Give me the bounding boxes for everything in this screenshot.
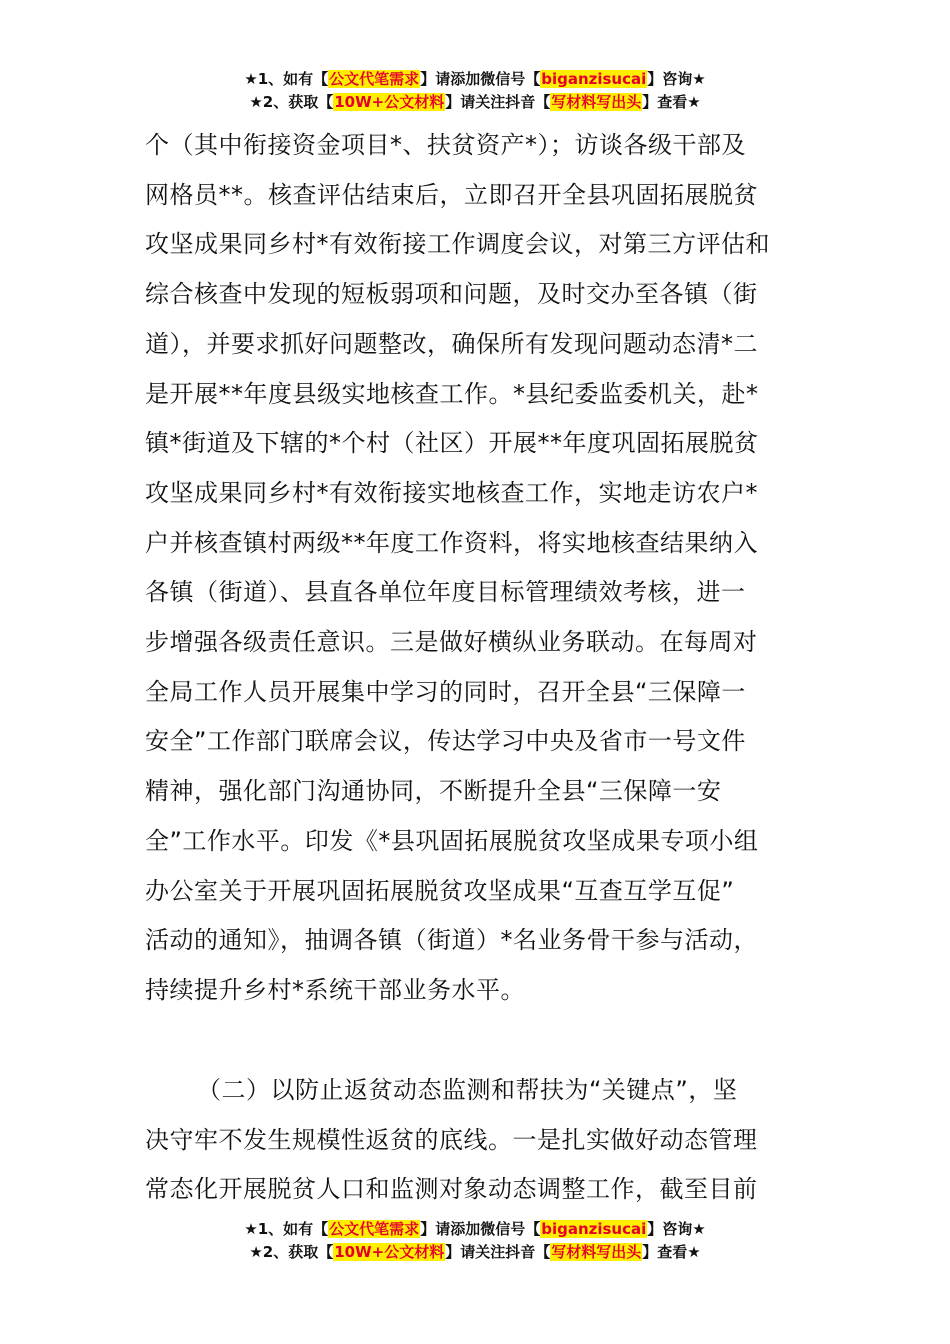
- header-banner: [0, 68, 950, 114]
- header-highlight-douyin: 写材料写出头: [551, 93, 642, 111]
- text-line: 个（其中衔接资金项目*、扶贫资产*）；访谈各级干部及: [145, 131, 746, 159]
- footer-line-2: [0, 1241, 950, 1264]
- text-line: 精神，强化部门沟通协同，不断提升全县“三保障一安: [145, 777, 722, 806]
- header-line-1-prefix: ★1、如有【: [244, 70, 329, 88]
- text-line: 活动的通知》，抽调各镇（街道）*名业务骨干参与活动，: [145, 926, 758, 955]
- footer-highlight-wechat-id: biganzisucai: [541, 1220, 647, 1238]
- header-line-2-middle: 】请关注抖音【: [445, 93, 551, 111]
- text-line: 决守牢不发生规模性返贫的底线。一是扎实做好动态管理: [145, 1125, 758, 1154]
- footer-banner: [0, 1218, 950, 1264]
- text-line: 全”工作水平。印发《*县巩固拓展脱贫攻坚成果专项小组: [145, 826, 759, 855]
- footer-line-1-middle: 】请添加微信号【: [420, 1220, 541, 1238]
- footer-highlight-ghostwriting: 公文代笔需求: [329, 1220, 420, 1238]
- text-line: 攻坚成果同乡村*有效衔接工作调度会议，对第三方评估和: [145, 230, 770, 259]
- text-line: 综合核查中发现的短板弱项和问题，及时交办至各镇（街: [145, 280, 758, 309]
- footer-line-1-prefix: ★1、如有【: [244, 1220, 329, 1238]
- header-line-2: [0, 91, 950, 114]
- header-highlight-wechat-id: biganzisucai: [541, 70, 647, 88]
- footer-line-1: [0, 1218, 950, 1241]
- text-line: 户并核查镇村两级**年度工作资料，将实地核查结果纳入: [145, 528, 758, 557]
- header-line-1: [0, 68, 950, 91]
- footer-highlight-materials: 10W+公文材料: [334, 1243, 445, 1261]
- header-line-2-suffix: 】查看★: [642, 93, 701, 111]
- header-line-2-prefix: ★2、获取【: [249, 93, 334, 111]
- text-line: 是开展**年度县级实地核查工作。*县纪委监委机关，赴*: [145, 379, 759, 408]
- text-line: 网格员**。核查评估结束后，立即召开全县巩固拓展脱贫: [145, 180, 758, 209]
- footer-highlight-douyin: 写材料写出头: [551, 1243, 642, 1261]
- text-line: 常态化开展脱贫人口和监测对象动态调整工作，截至目前: [145, 1175, 758, 1204]
- paragraph-1: [145, 121, 809, 1016]
- text-line: 步增强各级责任意识。三是做好横纵业务联动。在每周对: [145, 628, 758, 657]
- paragraph-2: [145, 1066, 809, 1215]
- text-line: 持续提升乡村*系统干部业务水平。: [145, 975, 525, 1004]
- text-line: 全局工作人员开展集中学习的同时，召开全县“三保障一: [145, 677, 746, 706]
- header-line-1-middle: 】请添加微信号【: [420, 70, 541, 88]
- footer-line-2-suffix: 】查看★: [642, 1243, 701, 1261]
- text-line: 办公室关于开展巩固拓展脱贫攻坚成果“互查互学互促”: [145, 876, 735, 905]
- text-line: 安全”工作部门联席会议，传达学习中央及省市一号文件: [145, 727, 746, 756]
- text-line: 道），并要求抓好问题整改，确保所有发现问题动态清*二: [145, 329, 758, 358]
- header-highlight-ghostwriting: 公文代笔需求: [329, 70, 420, 88]
- section-heading-line: （二）以防止返贫动态监测和帮扶为“关键点”，坚: [197, 1076, 738, 1104]
- footer-line-2-prefix: ★2、获取【: [249, 1243, 334, 1261]
- header-line-1-suffix: 】咨询★: [647, 70, 706, 88]
- text-line: 镇*街道及下辖的*个村（社区）开展**年度巩固拓展脱贫: [145, 429, 759, 458]
- text-line: 攻坚成果同乡村*有效衔接实地核查工作，实地走访农户*: [145, 478, 758, 507]
- header-highlight-materials: 10W+公文材料: [334, 93, 445, 111]
- text-line: 各镇（街道）、县直各单位年度目标管理绩效考核，进一: [145, 578, 746, 607]
- footer-line-2-middle: 】请关注抖音【: [445, 1243, 551, 1261]
- footer-line-1-suffix: 】咨询★: [647, 1220, 706, 1238]
